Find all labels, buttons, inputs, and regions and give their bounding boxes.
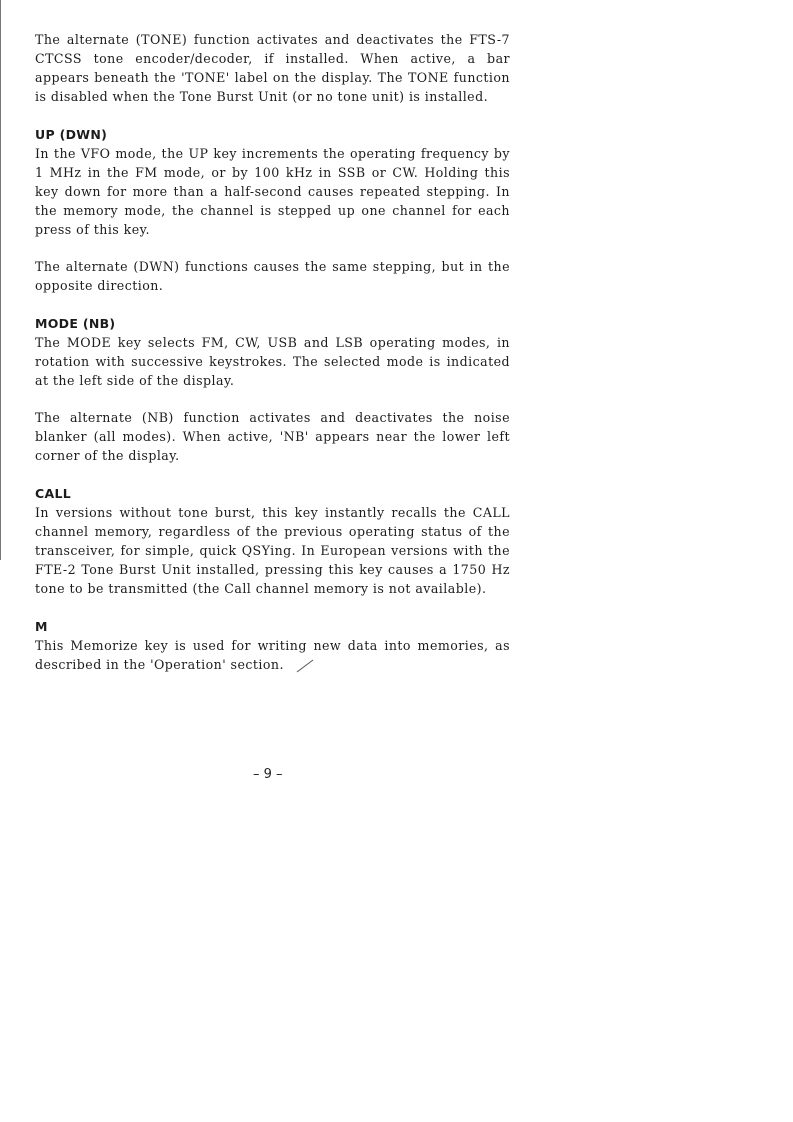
up-dwn-paragraph: In the VFO mode, the UP key increments the operating frequency by 1 MHz in the FM mode, or by 100 kHz in SSB or CW. Holding this key down for more than a half-second causes repeated stepping. In the memory mode, the channel is stepped up one channel for each press of this key. [35, 146, 510, 237]
page-content [35, 30, 510, 674]
m-paragraph: This Memorize key is used for writing new data into memories, as described in the 'Operation' section. [35, 638, 510, 672]
mode-nb-heading: MODE (NB) [35, 316, 116, 331]
call-section [35, 484, 510, 598]
m-paragraph-wrapper [35, 636, 510, 674]
m-heading: M [35, 619, 48, 634]
call-paragraph: In versions without tone burst, this key instantly recalls the CALL channel memory, regardless of the previous operating status of the transceiver, for simple, quick QSYing. In European versions with the FTE-2 Tone Burst Unit installed, pressing this key causes a 1750 Hz tone to be transmitted (the Call channel memory is not available). [35, 505, 510, 596]
pen-stroke-mark [296, 659, 314, 673]
scan-edge-line [0, 0, 1, 560]
up-dwn-heading: UP (DWN) [35, 127, 108, 142]
up-dwn-section [35, 125, 510, 295]
dwn-alternate-paragraph: The alternate (DWN) functions causes the same stepping, but in the opposite direction. [35, 259, 510, 293]
tone-alternate-paragraph: The alternate (TONE) function activates and deactivates the FTS-7 CTCSS tone encoder/decoder, if installed. When active, a bar appears beneath the 'TONE' label on the display. The TONE function is disabled when the Tone Burst Unit (or no tone unit) is installed. [35, 32, 510, 104]
mode-nb-section [35, 314, 510, 465]
page-number-text: – 9 – [253, 767, 283, 782]
nb-alternate-paragraph: The alternate (NB) function activates and deactivates the noise blanker (all modes). When active, 'NB' appears near the lower left corner of the display. [35, 410, 510, 463]
mode-paragraph: The MODE key selects FM, CW, USB and LSB operating modes, in rotation with successive keystrokes. The selected mode is indicated at the left side of the display. [35, 335, 510, 388]
m-section [35, 617, 510, 674]
call-heading: CALL [35, 486, 71, 501]
